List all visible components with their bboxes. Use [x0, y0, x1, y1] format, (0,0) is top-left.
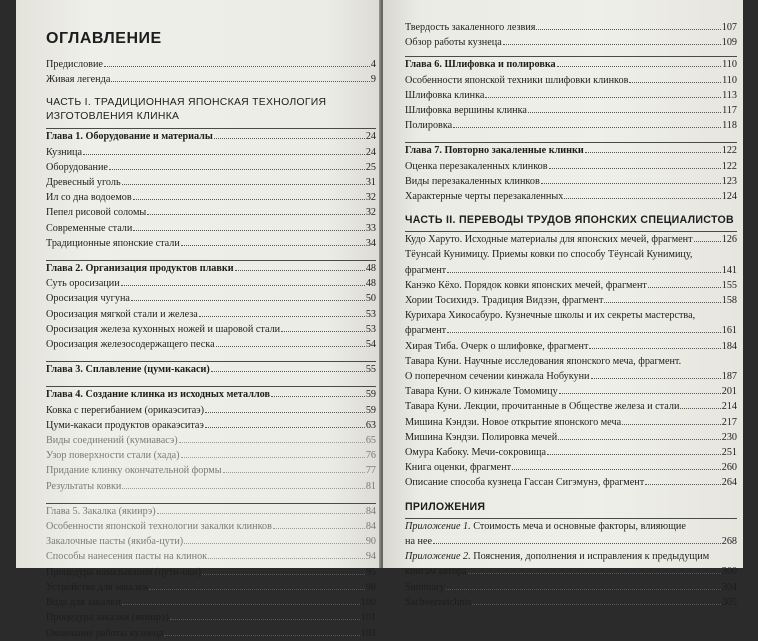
dot-leader: [648, 286, 721, 288]
dot-leader: [109, 168, 365, 170]
dot-leader: [604, 301, 720, 303]
toc-entry-page: 141: [721, 264, 737, 276]
toc-entry-title: Характерные черты перезакаленных: [405, 191, 564, 203]
dot-leader: [157, 512, 365, 514]
toc-entry-page: 122: [721, 160, 737, 172]
toc-entry[interactable]: [46, 479, 376, 494]
toc-entry-title: фрагмент: [405, 264, 447, 276]
dot-leader: [214, 137, 365, 139]
toc-entry[interactable]: [405, 384, 737, 399]
dot-leader: [122, 603, 360, 605]
dot-leader: [133, 198, 365, 200]
toc-entry-page: 31: [365, 177, 376, 189]
dot-leader: [121, 284, 365, 286]
toc-entry-page: 110: [722, 59, 737, 71]
toc-entry-page: 264: [721, 477, 737, 489]
toc-entry-page: 4: [370, 59, 376, 70]
toc-entry[interactable]: [405, 564, 737, 579]
toc-entry[interactable]: [46, 175, 376, 190]
toc-entry-title: Кудо Харуто. Исходные материалы для японских мечей, фрагмент: [405, 234, 693, 246]
chapter5-continued-list: [405, 20, 737, 50]
toc-entry[interactable]: [46, 403, 376, 418]
toc-entry[interactable]: [405, 430, 737, 445]
toc-entry-first-line: [405, 519, 737, 534]
toc-entry[interactable]: [405, 174, 737, 189]
toc-entry-title: Summary: [405, 581, 445, 593]
dot-leader: [446, 588, 721, 590]
toc-entry-title: Мишина Кэндзи. Новое открытие японского меча: [405, 416, 622, 428]
toc-entry[interactable]: [46, 291, 376, 306]
toc-entry[interactable]: [46, 463, 376, 478]
toc-entry-title-line1: Тавара Куни. Научные исследования японского меча, фрагмент.: [405, 355, 682, 367]
toc-entry[interactable]: [405, 103, 737, 118]
dot-leader: [111, 80, 370, 82]
toc-entry[interactable]: [405, 415, 737, 430]
toc-entry[interactable]: [46, 261, 376, 276]
toc-entry-page: 113: [722, 89, 737, 101]
toc-entry-title: Оросизация мягкой стали и железа: [46, 308, 198, 320]
toc-entry-first-line: [405, 354, 737, 369]
toc-entry-page: 110: [722, 74, 737, 86]
toc-entry-page: 34: [365, 237, 376, 249]
dot-leader: [472, 603, 721, 605]
dot-leader: [208, 557, 365, 559]
toc-entry-page: 117: [722, 105, 737, 117]
toc-entry[interactable]: [405, 35, 737, 50]
dot-leader: [528, 111, 721, 113]
appendix-title: Пояснения, дополнения и исправления к предыдущим: [470, 551, 710, 563]
appendix-lead: Приложение 2.: [405, 551, 471, 563]
toc-entry[interactable]: [405, 73, 737, 88]
toc-entry[interactable]: [46, 549, 376, 564]
toc-entry-title: Ил со дна водоемов: [46, 192, 132, 204]
toc-entry-page: 95: [365, 566, 376, 578]
toc-entry-page: 63: [365, 419, 376, 431]
dot-leader: [564, 197, 720, 199]
toc-entry-title: Глава 6. Шлифовка и полировка: [405, 59, 556, 71]
dot-leader: [202, 573, 365, 575]
toc-entry[interactable]: [46, 626, 376, 641]
dot-leader: [83, 153, 365, 155]
toc-entry[interactable]: [405, 232, 737, 247]
dot-leader: [122, 183, 365, 185]
front-matter-list: [46, 57, 376, 87]
dot-leader: [622, 423, 721, 425]
part1-heading: [46, 96, 376, 124]
toc-entry[interactable]: [46, 160, 376, 175]
dot-leader: [223, 471, 365, 473]
dot-leader: [216, 345, 365, 347]
toc-entry[interactable]: [405, 475, 737, 490]
dot-leader: [170, 618, 360, 620]
toc-entry-page: 32: [365, 207, 376, 219]
dot-leader: [591, 377, 721, 379]
toc-entry-title: фрагмент: [405, 325, 447, 337]
toc-entry[interactable]: [46, 433, 376, 448]
toc-entry-page: 32: [365, 192, 376, 204]
toc-entry-page: 84: [365, 521, 376, 533]
dot-leader: [131, 299, 365, 301]
toc-entry-title: Полировка: [405, 120, 453, 132]
toc-entry-title: Особенности японской технологии закалки клинков: [46, 521, 272, 533]
toc-entry-title: Мишина Кэндзи. Полировка мечей: [405, 431, 558, 443]
toc-entry-title: Устройства для закалки: [46, 581, 149, 593]
toc-entry[interactable]: [405, 189, 737, 204]
toc-entry-title-line1: Курихара Хикосабуро. Кузнечные школы и их секреты мастерства,: [405, 310, 696, 322]
toc-entry-first-line: [405, 308, 737, 323]
toc-entry-multiline[interactable]: [405, 354, 737, 384]
toc-entry-page: 201: [721, 386, 737, 398]
dot-leader: [694, 240, 721, 242]
toc-entry-title: Глава 2. Организация продуктов плавки: [46, 263, 234, 275]
toc-entry[interactable]: [46, 448, 376, 463]
toc-entry-title: Живая легенда: [46, 74, 111, 86]
toc-entry-title: на нее: [405, 535, 433, 547]
left-page-content: [46, 30, 376, 641]
toc-entry[interactable]: [46, 205, 376, 220]
dot-leader: [559, 392, 721, 394]
toc-entry-title: Традиционные японские стали: [46, 237, 180, 249]
dot-leader: [235, 269, 365, 271]
toc-entry[interactable]: [46, 418, 376, 433]
toc-entry[interactable]: [46, 322, 376, 337]
toc-entry[interactable]: [405, 263, 737, 278]
toc-entry-multiline[interactable]: [405, 519, 737, 549]
toc-entry-title: Виды соединений (кумиавасэ): [46, 435, 178, 447]
part1-heading-line2: ИЗГОТОВЛЕНИЯ КЛИНКА: [46, 111, 180, 123]
dot-leader: [205, 426, 365, 428]
dot-leader: [558, 438, 721, 440]
toc-entry-page: 9: [370, 74, 376, 86]
toc-entry[interactable]: [46, 145, 376, 160]
toc-entry-title: Хории Тосихидэ. Традиция Видзэн, фрагмент: [405, 295, 604, 307]
toc-entry-page: 48: [365, 278, 376, 290]
toc-entry-title: Закалочные пасты (якиба-цути): [46, 536, 184, 548]
toc-entry-page: 100: [360, 597, 376, 609]
toc-entry-page: 251: [721, 447, 737, 459]
toc-entry-page: 107: [721, 22, 737, 33]
toc-entry-title: Цуми-какаси продуктов оракаэситаэ: [46, 419, 204, 431]
toc-entry-title: Кузница: [46, 146, 83, 158]
toc-entry[interactable]: [405, 20, 737, 35]
chapter7-list: [405, 143, 737, 204]
toc-entry-page: 230: [721, 431, 737, 443]
toc-entry[interactable]: [405, 57, 737, 72]
toc-entry-title: Способы нанесения пасты на клинок: [46, 551, 208, 563]
part2-list: [405, 232, 737, 490]
toc-entry-title: Sachverzeichnis: [405, 596, 472, 608]
toc-entry-title: Древесный уголь: [46, 177, 121, 189]
toc-entry[interactable]: [46, 337, 376, 352]
toc-entry-page: 305: [721, 596, 737, 608]
toc-entry-first-line: [405, 247, 737, 262]
toc-entry-title: О поперечном сечении кинжала Нобукуни: [405, 371, 590, 383]
toc-entry[interactable]: [46, 504, 376, 519]
toc-entry-title: Глава 4. Создание клинка из исходных металлов: [46, 389, 271, 401]
toc-entry-page: 55: [365, 364, 376, 376]
toc-entry[interactable]: [405, 460, 737, 475]
toc-entry[interactable]: [46, 129, 376, 144]
toc-entry-title: Ковка с перегибанием (орикаэситаэ): [46, 404, 205, 416]
dot-leader: [281, 330, 365, 332]
dot-leader: [184, 542, 365, 544]
toc-entry-page: 122: [721, 145, 737, 157]
dot-leader: [164, 634, 359, 636]
toc-entry[interactable]: [46, 362, 376, 377]
dot-leader: [549, 167, 721, 169]
toc-entry-multiline[interactable]: [405, 308, 737, 338]
chapter6-list: [405, 57, 737, 133]
toc-entry[interactable]: [46, 387, 376, 402]
toc-entry-page: 118: [722, 120, 737, 132]
toc-entry[interactable]: [46, 57, 376, 72]
toc-entry-page: 53: [365, 308, 376, 320]
toc-entry[interactable]: [405, 323, 737, 338]
toc-entry-title: Шлифовка вершины клинка: [405, 105, 527, 117]
dot-leader: [629, 81, 721, 83]
toc-entry-page: 65: [365, 435, 376, 447]
toc-entry-page: 101: [360, 612, 376, 624]
toc-entry-title: Современные стали: [46, 222, 133, 234]
toc-entry-title: Особенности японской техники шлифовки клинков: [405, 74, 629, 86]
toc-entry[interactable]: [405, 369, 737, 384]
toc-entry-page: 48: [365, 263, 376, 275]
dot-leader: [273, 527, 365, 529]
toc-entry[interactable]: [405, 339, 737, 354]
dot-leader: [205, 411, 365, 413]
toc-entry-title: Узор поверхности стали (хада): [46, 450, 180, 462]
toc-entry[interactable]: [405, 534, 737, 549]
toc-entry-page: 81: [365, 480, 376, 492]
dot-leader: [512, 468, 721, 470]
toc-entry-page: 184: [721, 340, 737, 352]
appendix-list: [405, 519, 737, 580]
toc-entry-title: Глава 3. Сплавление (цуми-какаси): [46, 364, 210, 376]
toc-entry-page: 77: [365, 465, 376, 477]
toc-entry[interactable]: [405, 278, 737, 293]
toc-entry-page: 109: [721, 37, 737, 49]
toc-entry-title: Книга оценки, фрагмент: [405, 462, 512, 474]
dot-leader: [104, 65, 370, 67]
toc-entry-page: 158: [721, 295, 737, 307]
toc-entry-page: 123: [721, 175, 737, 187]
toc-entry-title: Шлифовка клинка: [405, 89, 485, 101]
dot-leader: [503, 43, 721, 45]
right-page-content: [405, 20, 737, 610]
toc-entry-title: Обзор работы кузнеца: [405, 37, 502, 49]
dot-leader: [181, 244, 365, 246]
dot-leader: [211, 370, 365, 372]
toc-entry-page: 59: [365, 404, 376, 416]
right-page: [383, 0, 743, 608]
appendix-heading: ПРИЛОЖЕНИЯ: [405, 500, 486, 513]
toc-entry-title: Предисловие: [46, 59, 103, 70]
toc-entry-page: 124: [721, 191, 737, 203]
toc-entry[interactable]: [405, 399, 737, 414]
toc-entry-page: 126: [721, 234, 737, 246]
toc-entry-page: 53: [365, 323, 376, 335]
dot-leader: [589, 347, 720, 349]
toc-entry-title: Канэко Кёхо. Порядок ковки японских мечей, фрагмент: [405, 279, 647, 291]
toc-entry-page: 300: [721, 566, 737, 578]
toc-entry-page: 187: [721, 371, 737, 383]
dot-leader: [453, 126, 721, 128]
toc-entry-title: Результаты ковки: [46, 480, 122, 492]
toc-entry-page: 155: [721, 279, 737, 291]
toc-entry-title: Оросизация чугуна: [46, 293, 130, 305]
dot-leader: [179, 441, 365, 443]
toc-entry-page: 217: [721, 416, 737, 428]
toc-entry-title: Глава 1. Оборудование и материалы: [46, 131, 213, 143]
chapter1-list: [46, 129, 376, 251]
toc-entry[interactable]: [405, 580, 737, 595]
toc-entry-page: 268: [721, 535, 737, 547]
toc-entry-page: 94: [365, 551, 376, 563]
toc-entry-title: Тавара Куни. О кинжале Томомицу: [405, 386, 558, 398]
toc-entry-title: Оросизация железосодержащего песка: [46, 339, 215, 351]
toc-entry[interactable]: [46, 610, 376, 625]
toc-entry[interactable]: [46, 519, 376, 534]
toc-entry-title: Твердость закаленного лезвия: [405, 22, 536, 33]
toc-entry[interactable]: [405, 118, 737, 133]
toc-entry[interactable]: [405, 159, 737, 174]
toc-entry-page: 98: [365, 581, 376, 593]
toc-entry-title: Придание клинку окончательной формы: [46, 465, 222, 477]
toc-entry-page: 304: [721, 581, 737, 593]
toc-entry[interactable]: [46, 72, 376, 87]
toc-entry-title: Пепел рисовой соломы: [46, 207, 147, 219]
dot-leader: [199, 315, 365, 317]
toc-entry-page: 24: [365, 146, 376, 158]
toc-entry-title: Глава 5. Закалка (якиирэ): [46, 505, 156, 517]
toc-entry-title: Оборудование: [46, 161, 108, 173]
toc-entry-title: Вода для закалки: [46, 597, 121, 609]
toc-entry-title: Хирая Тиба. Очерк о шлифовке, фрагмент: [405, 340, 589, 352]
dot-leader: [485, 96, 721, 98]
toc-entry-page: 24: [365, 131, 376, 143]
toc-entry-page: 76: [365, 450, 376, 462]
dot-leader: [680, 407, 720, 409]
part2-heading: ЧАСТЬ II. ПЕРЕВОДЫ ТРУДОВ ЯПОНСКИХ СПЕЦИАЛИСТОВ: [405, 214, 734, 227]
toc-entry-title: Окончание работы кузнеца: [46, 627, 164, 639]
chapter3-list: [46, 362, 376, 377]
toc-entry-title: Оросизация железа кухонных ножей и шаровой стали: [46, 323, 281, 335]
toc-entry-page: 103: [360, 627, 376, 639]
toc-entry-title: Тавара Куни. Лекции, прочитанные в Обществе железа и стали: [405, 401, 680, 413]
toc-entry-title-line1: Тёунсай Кунимицу. Приемы ковки по способу Тёунсай Кунимицу,: [405, 249, 693, 261]
toc-entry-title: Процедура закалки (якиирэ): [46, 612, 169, 624]
toc-entry[interactable]: [46, 221, 376, 236]
toc-entry[interactable]: [405, 595, 737, 610]
toc-title: ОГЛАВЛЕНИЕ: [46, 30, 162, 47]
toc-entry[interactable]: [46, 276, 376, 291]
chapter5-list: [46, 504, 376, 641]
toc-entry[interactable]: [46, 236, 376, 251]
dot-leader: [541, 182, 721, 184]
toc-entry-first-line: [405, 549, 737, 564]
toc-entry-title: Омура Кабоку. Мечи-сокровища: [405, 447, 547, 459]
toc-entry[interactable]: [405, 293, 737, 308]
toc-entry-page: 25: [365, 161, 376, 173]
dot-leader: [585, 151, 721, 153]
toc-entry-page: 54: [365, 339, 376, 351]
toc-entry-title: Суть оросизации: [46, 278, 120, 290]
toc-entry[interactable]: [46, 595, 376, 610]
appendix-title: Стоимость меча и основные факторы, влияющие: [470, 520, 686, 532]
dot-leader: [536, 28, 720, 30]
left-page: [16, 0, 381, 639]
dot-leader: [147, 213, 365, 215]
dot-leader: [547, 453, 721, 455]
toc-entry-page: 260: [721, 462, 737, 474]
dot-leader: [133, 229, 364, 231]
dot-leader: [181, 456, 365, 458]
dot-leader: [468, 572, 721, 574]
toc-entry-title: Описание способа кузнеца Гассан Сигэмунэ, фрагмент: [405, 477, 645, 489]
toc-entry-title: Процедура намазывания (цути-оки): [46, 566, 202, 578]
toc-entry-page: 33: [365, 222, 376, 234]
toc-entry[interactable]: [46, 565, 376, 580]
toc-entry-page: 84: [365, 505, 376, 517]
toc-entry-page: 50: [365, 293, 376, 305]
toc-entry-page: 59: [365, 389, 376, 401]
toc-entry[interactable]: [46, 580, 376, 595]
part1-heading-line1: ЧАСТЬ I. ТРАДИЦИОННАЯ ЯПОНСКАЯ ТЕХНОЛОГИЯ: [46, 97, 327, 109]
dot-leader: [447, 331, 721, 333]
toc-entry[interactable]: [46, 307, 376, 322]
dot-leader: [645, 483, 721, 485]
toc-entry-title: Оценка перезакаленных клинков: [405, 160, 548, 172]
toc-entry[interactable]: [405, 445, 737, 460]
toc-entry-page: 161: [721, 325, 737, 337]
appendix-lead: Приложение 1.: [405, 520, 471, 532]
toc-entry-title: книгам автора: [405, 566, 467, 578]
toc-entry-page: 90: [365, 536, 376, 548]
toc-entry[interactable]: [405, 88, 737, 103]
toc-entry-multiline[interactable]: [405, 247, 737, 277]
dot-leader: [149, 588, 364, 590]
toc-entry-title: Виды перезакаленных клинков: [405, 175, 540, 187]
toc-entry[interactable]: [46, 534, 376, 549]
dot-leader: [433, 542, 721, 544]
toc-entry[interactable]: [405, 143, 737, 158]
dot-leader: [447, 271, 721, 273]
dot-leader: [557, 65, 721, 67]
dot-leader: [271, 395, 365, 397]
summary-index-list: [405, 580, 737, 610]
toc-entry-multiline[interactable]: [405, 549, 737, 579]
toc-entry-page: 214: [721, 401, 737, 413]
chapter4-list: [46, 387, 376, 493]
toc-entry[interactable]: [46, 190, 376, 205]
chapter2-list: [46, 261, 376, 352]
dot-leader: [122, 487, 364, 489]
toc-entry-title: Глава 7. Повторно закаленные клинки: [405, 145, 584, 157]
